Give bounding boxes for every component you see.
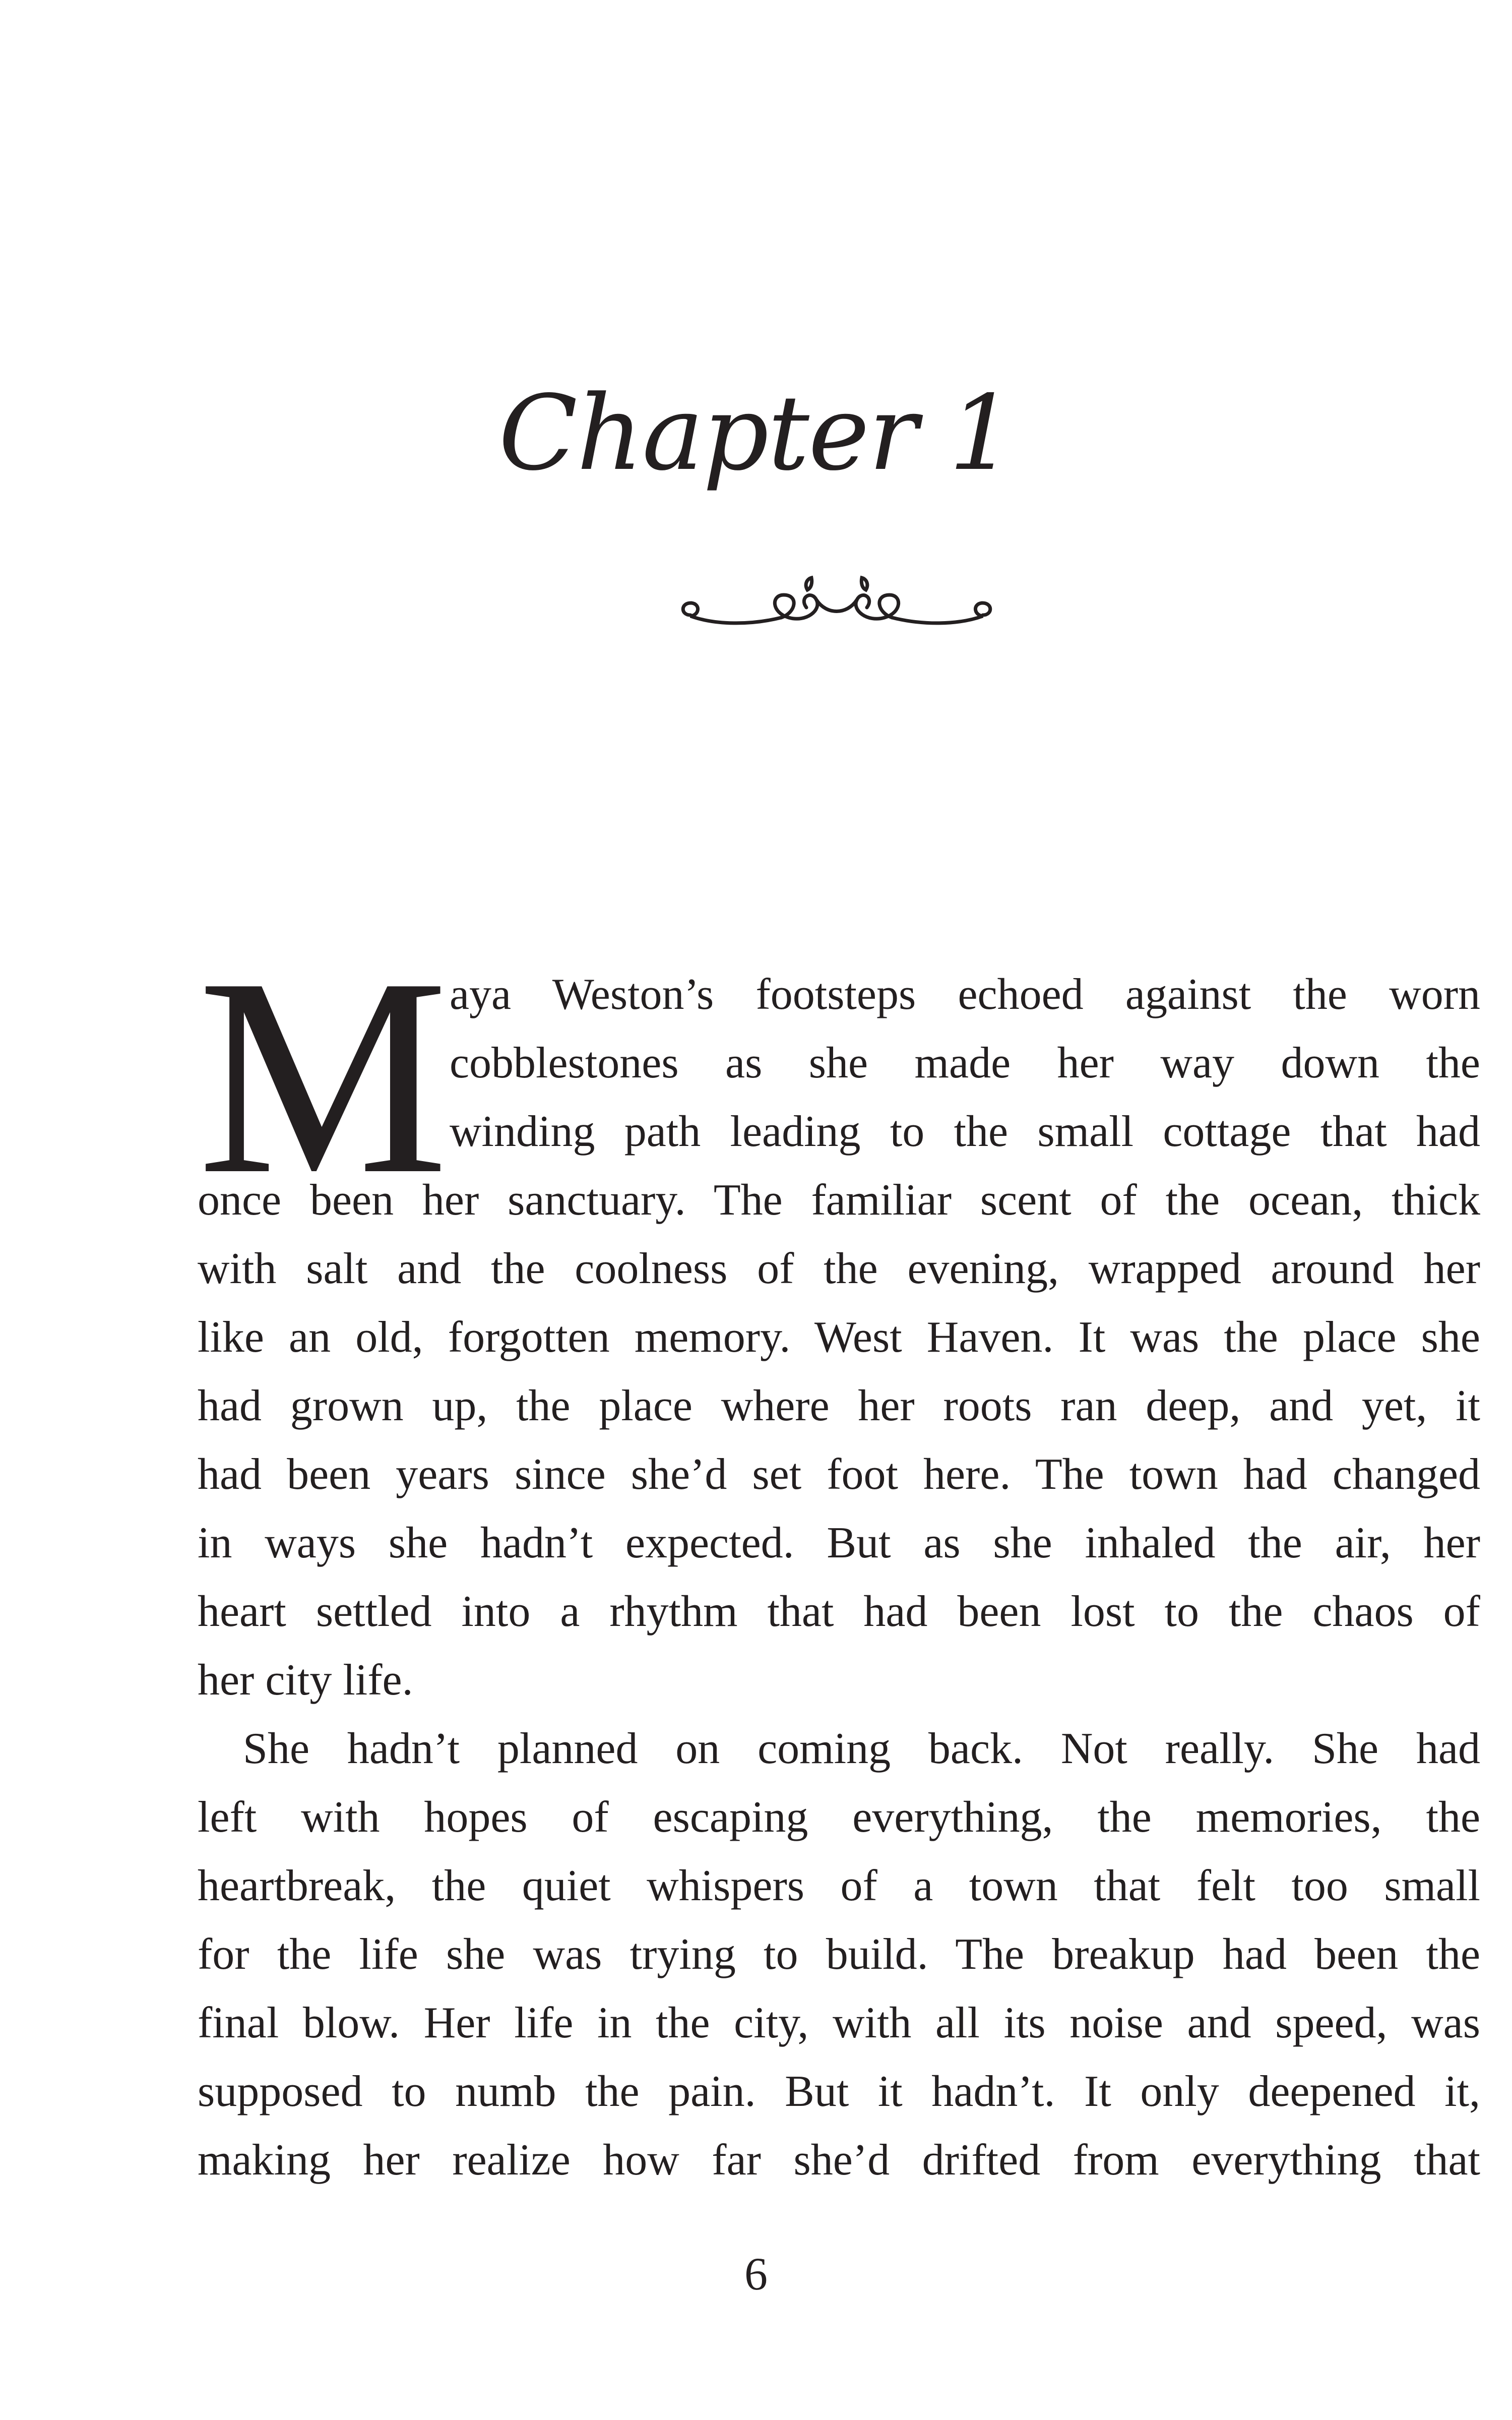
text-line: making her realize how far she’d drifted from everything that [198, 2136, 1480, 2185]
flourish-divider-ornament-icon [675, 575, 998, 650]
text-line: heartbreak, the quiet whispers of a town that felt too small [198, 1861, 1480, 1910]
text-line: had been years since she’d set foot here. The town had changed [198, 1450, 1480, 1499]
text-line: supposed to numb the pain. But it hadn’t. It only deepened it, [198, 2067, 1480, 2116]
text-line: final blow. Her life in the city, with all its noise and speed, was [198, 1999, 1480, 2047]
text-line: with salt and the coolness of the evening, wrapped around her [198, 1244, 1480, 1293]
drop-cap: M [198, 920, 449, 1233]
text-line: She hadn’t planned on coming back. Not really. She had [243, 1724, 1480, 1773]
text-line: for the life she was trying to build. The breakup had been the [198, 1930, 1480, 1979]
text-line: had grown up, the place where her roots ran deep, and yet, it [198, 1381, 1480, 1430]
chapter-title: Chapter 1 [498, 374, 1014, 494]
text-line: heart settled into a rhythm that had been lost to the chaos of [198, 1587, 1480, 1636]
text-line: her city life. [198, 1656, 413, 1705]
text-line: like an old, forgotten memory. West Haven. It was the place she [198, 1313, 1480, 1362]
text-line: once been her sanctuary. The familiar scent of the ocean, thick [198, 1176, 1480, 1225]
text-line: winding path leading to the small cottage that had [450, 1107, 1480, 1156]
page-number: 6 [744, 2248, 768, 2300]
text-line: cobblestones as she made her way down the [450, 1039, 1480, 1087]
text-line: aya Weston’s footsteps echoed against the worn [450, 970, 1480, 1019]
text-line: in ways she hadn’t expected. But as she inhaled the air, her [198, 1519, 1480, 1567]
text-line: left with hopes of escaping everything, the memories, the [198, 1793, 1480, 1842]
chapter-body-text [198, 920, 1480, 2195]
